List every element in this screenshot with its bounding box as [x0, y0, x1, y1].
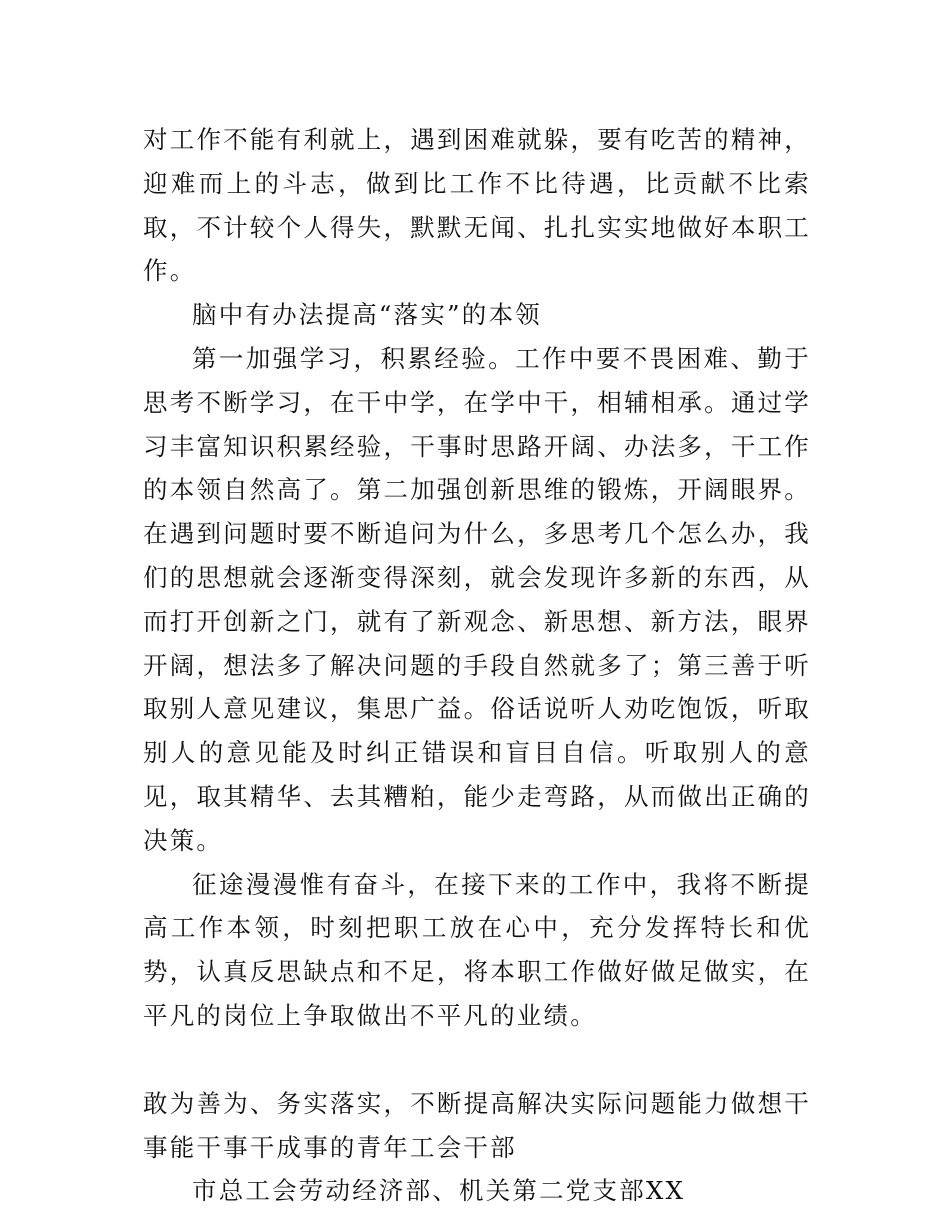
article-byline: 市总工会劳动经济部、机关第二党支部XX: [192, 1176, 686, 1206]
paragraph-conclusion: 征途漫漫惟有奋斗，在接下来的工作中，我将不断提高工作本领，时刻把职工放在心中，充分发挥特长和优势，认真反思缺点和不足，将本职工作做好做足做实，在平凡的岗位上争取做出不平凡的业绩。: [143, 869, 811, 1030]
section-heading: 脑中有办法提高“落实”的本领: [192, 300, 542, 330]
paragraph-continuation: 对工作不能有利就上，遇到困难就躲，要有吃苦的精神，迎难而上的斗志，做到比工作不比待遇，比贡献不比索取，不计较个人得失，默默无闻、扎扎实实地做好本职工作。: [143, 125, 811, 286]
document-body: [143, 118, 811, 1213]
article-title: 敢为善为、务实落实，不断提高解决实际问题能力做想干事能干事干成事的青年工会干部: [143, 1088, 811, 1162]
paragraph-body: 第一加强学习，积累经验。工作中要不畏困难、勤于思考不断学习，在干中学，在学中干，相辅相承。通过学习丰富知识积累经验，干事时思路开阔、办法多，干工作的本领自然高了。第二加强创新思维的锻炼，开阔眼界。在遇到问题时要不断追问为什么，多思考几个怎么办，我们的思想就会逐渐变得深刻，就会发现许多新的东西，从而打开创新之门，就有了新观念、新思想、新方法，眼界开阔，想法多了解决问题的手段自然就多了；第三善于听取别人意见建议，集思广益。俗话说听人劝吃饱饭，听取别人的意见能及时纠正错误和盲目自信。听取别人的意见，取其精华、去其糟粕，能少走弯路，从而做出正确的决策。: [143, 343, 811, 855]
